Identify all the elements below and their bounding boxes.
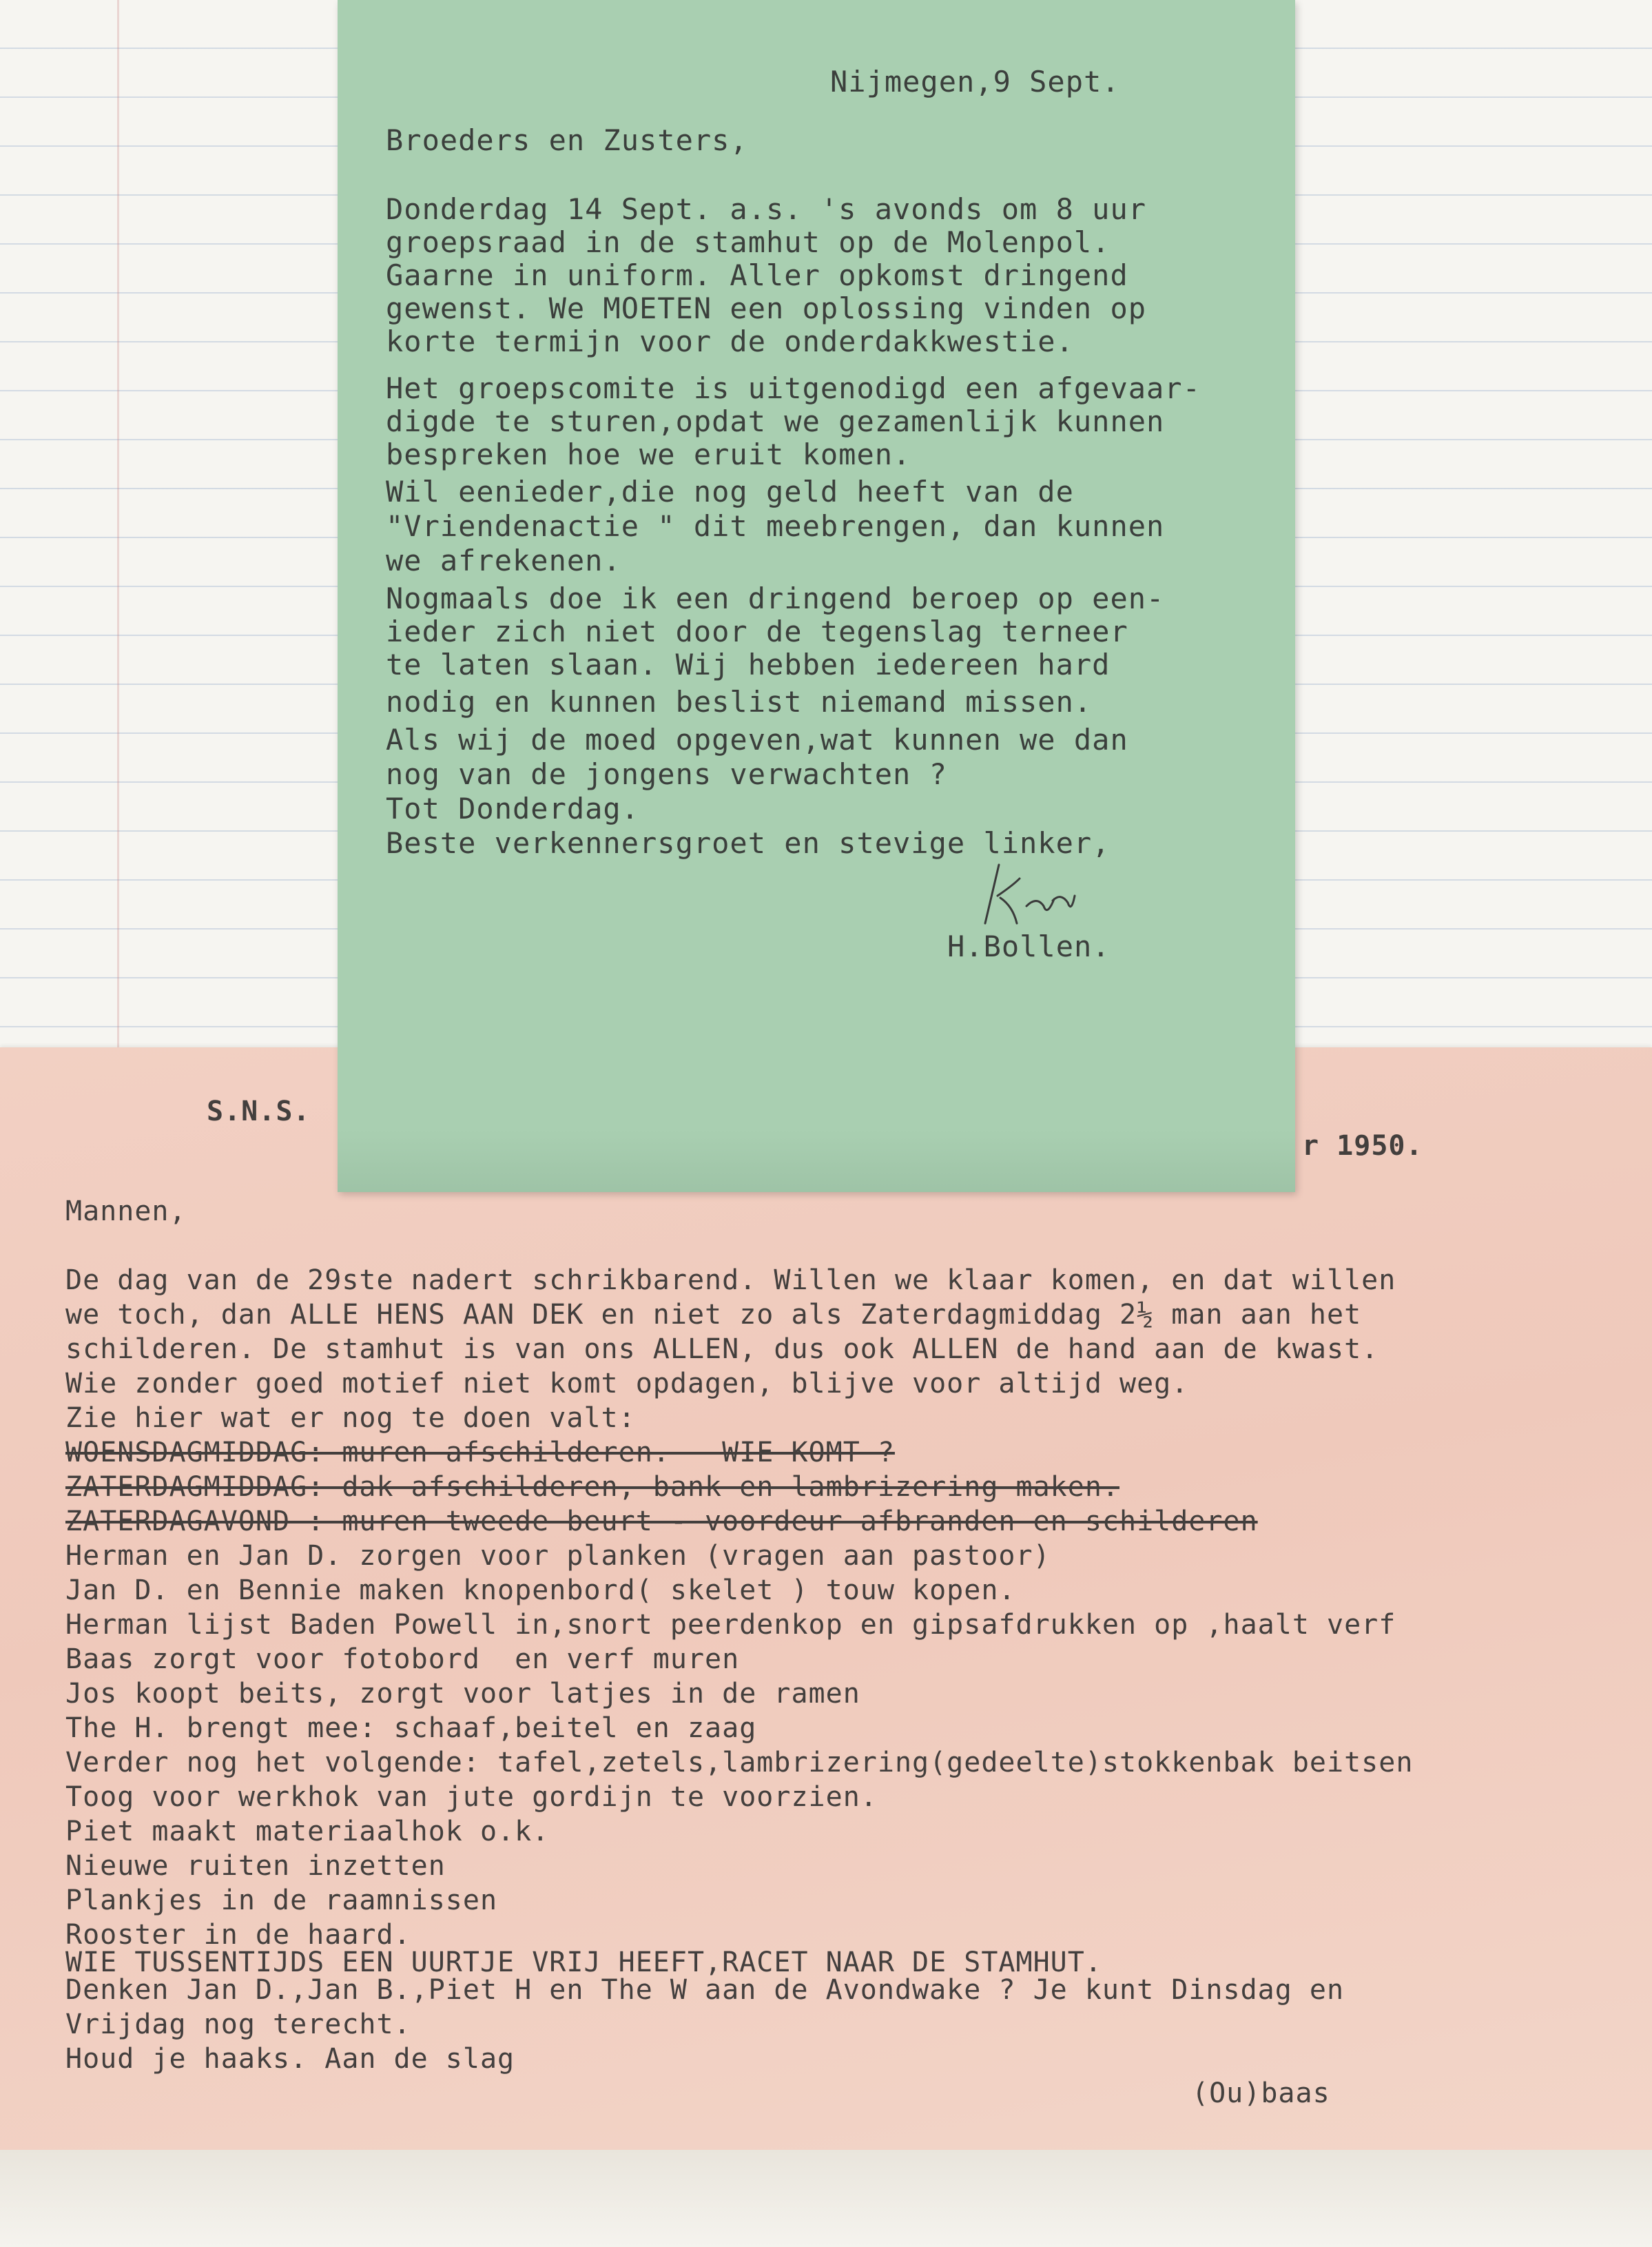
pink-line: ZATERDAGMIDDAG: dak afschilderen, bank en lambrizering maken. [65,1471,1120,1503]
green-line: Donderdag 14 Sept. a.s. 's avonds om 8 uur [386,192,1147,226]
pink-closing: (Ou)baas [1192,2077,1330,2109]
pink-header-left: S.N.S. [207,1096,311,1127]
green-line: te laten slaan. Wij hebben iedereen hard [386,648,1111,681]
green-salutation: Broeders en Zusters, [386,123,748,157]
green-line: Nogmaals doe ik een dringend beroep op een- [386,582,1165,615]
green-line: "Vriendenactie " dit meebrengen, dan kunnen [386,509,1165,543]
pink-line: Baas zorgt voor fotobord en verf muren [65,1643,740,1675]
green-line: digde te sturen,opdat we gezamenlijk kunnen [386,404,1165,438]
green-line: Beste verkennersgroet en stevige linker, [386,826,1111,860]
pink-line: Verder nog het volgende: tafel,zetels,lambrizering(gedeelte)stokkenbak beitsen [65,1747,1414,1778]
pink-line: WOENSDAGMIDDAG: muren afschilderen. WIE KOMT ? [65,1437,895,1468]
pink-line: Vrijdag nog terecht. [65,2009,411,2040]
pink-line: Jos koopt beits, zorgt voor latjes in de ramen [65,1678,860,1710]
pink-line: Nieuwe ruiten inzetten [65,1850,446,1882]
pink-line: Zie hier wat er nog te doen valt: [65,1402,636,1434]
bottom-page-strip [0,2150,1652,2247]
pink-line: we toch, dan ALLE HENS AAN DEK en niet zo als Zaterdagmiddag 2½ man aan het [65,1299,1362,1331]
green-line: korte termijn voor de onderdakkwestie. [386,325,1074,358]
green-line: groepsraad in de stamhut op de Molenpol. [386,225,1111,259]
handwritten-signature [971,858,1082,934]
green-line: Tot Donderdag. [386,792,640,825]
pink-header-right: r 1950. [1302,1130,1423,1162]
green-line: nog van de jongens verwachten ? [386,757,947,791]
green-line: we afrekenen. [386,544,621,577]
pink-line: Rooster in de haard. [65,1919,411,1951]
green-line: Gaarne in uniform. Aller opkomst dringend [386,258,1128,292]
pink-line: Houd je haaks. Aan de slag [65,2043,515,2075]
pink-line: Toog voor werkhok van jute gordijn te voorzien. [65,1781,878,1813]
green-line: Wil eenieder,die nog geld heeft van de [386,475,1074,509]
pink-line: WIE TUSSENTIJDS EEN UURTJE VRIJ HEEFT,RACET NAAR DE STAMHUT. [65,1947,1102,1978]
pink-line: The H. brengt mee: schaaf,beitel en zaag [65,1712,757,1744]
green-line: ieder zich niet door de tegenslag terneer [386,615,1128,648]
green-signature-name: H.Bollen. [947,930,1111,963]
green-line: Als wij de moed opgeven,wat kunnen we dan [386,723,1128,757]
pink-line: Jan D. en Bennie maken knopenbord( skelet ) touw kopen. [65,1574,1016,1606]
pink-line: Herman en Jan D. zorgen voor planken (vragen aan pastoor) [65,1540,1051,1572]
pink-line: Wie zonder goed motief niet komt opdagen, blijve voor altijd weg. [65,1368,1189,1399]
pink-line: schilderen. De stamhut is van ons ALLEN, dus ook ALLEN de hand aan de kwast. [65,1333,1379,1365]
green-line: gewenst. We MOETEN een oplossing vinden op [386,291,1147,325]
pink-line: Plankjes in de raamnissen [65,1885,498,1916]
pink-line: Denken Jan D.,Jan B.,Piet H en The W aan de Avondwake ? Je kunt Dinsdag en [65,1974,1345,2006]
green-place-date: Nijmegen,9 Sept. [830,65,1120,99]
pink-line: ZATERDAGAVOND : muren tweede beurt - voordeur afbranden en schilderen [65,1506,1258,1537]
pink-line: Herman lijst Baden Powell in,snort peerdenkop en gipsafdrukken op ,haalt verf [65,1609,1396,1641]
green-line: bespreken hoe we eruit komen. [386,438,911,471]
pink-line: Piet maakt materiaalhok o.k. [65,1816,550,1847]
green-line: Het groepscomite is uitgenodigd een afgevaar- [386,371,1201,405]
pink-line: De dag van de 29ste nadert schrikbarend. Willen we klaar komen, en dat willen [65,1264,1396,1296]
green-line: nodig en kunnen beslist niemand missen. [386,685,1093,719]
pink-salutation: Mannen, [65,1196,187,1227]
